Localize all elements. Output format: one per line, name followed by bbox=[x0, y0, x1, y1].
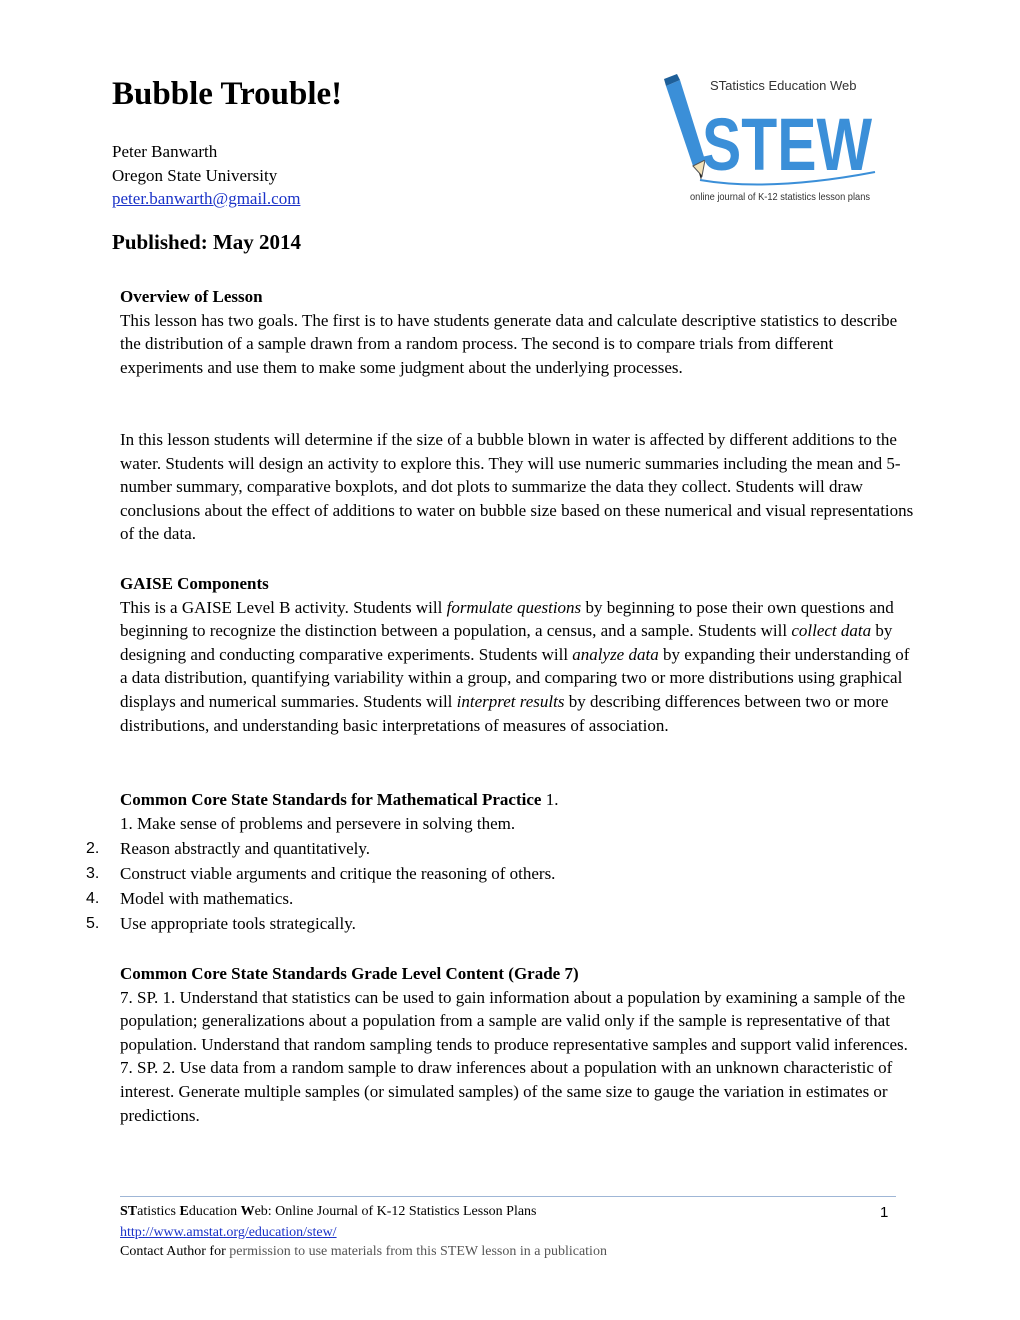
gaise-section bbox=[120, 572, 920, 737]
gaise-text: by describing differences between two or more distributions, and understanding basic interpretations of measures of association. bbox=[120, 691, 889, 735]
author-email-link[interactable]: peter.banwarth@gmail.com bbox=[112, 189, 301, 208]
list-item bbox=[86, 861, 886, 886]
content-sp1: 7. SP. 1. Understand that statistics can be used to gain information about a population by examining a sample of the population; generalizations about a population from a sample are valid only if the sample is representative of that population. Understand that random sampling tends to produce representative samples and support valid inferences. bbox=[120, 987, 908, 1054]
practice-heading-suffix: 1. bbox=[541, 790, 559, 809]
pencil-icon bbox=[664, 74, 705, 180]
author-affiliation: Oregon State University bbox=[112, 166, 278, 185]
list-item bbox=[86, 911, 886, 936]
list-number: 4. bbox=[86, 890, 100, 907]
gaise-text: This is a GAISE Level B activity. Students will bbox=[120, 597, 447, 617]
logo-tagline: online journal of K-12 statistics lesson plans bbox=[690, 191, 870, 203]
footer-journal bbox=[120, 1203, 537, 1221]
stew-logo bbox=[660, 72, 885, 207]
logo-word: STEW bbox=[702, 103, 873, 186]
gaise-heading: GAISE Components bbox=[120, 574, 269, 593]
overview-section bbox=[120, 285, 920, 379]
list-text: Construct viable arguments and critique the reasoning of others. bbox=[120, 864, 556, 883]
published-date: Published: May 2014 bbox=[112, 230, 302, 254]
practice-heading-line bbox=[120, 788, 920, 812]
overview-paragraph-1: This lesson has two goals. The first is to have students generate data and calculate descriptive statistics to describe the distribution of a sample drawn from a random process. The second is to compare trials from different experiments and use them to make some judgment about the underlying processes. bbox=[120, 310, 898, 377]
page-number: 1 bbox=[880, 1204, 889, 1221]
footer-divider bbox=[120, 1196, 896, 1197]
gaise-emphasis: collect data bbox=[791, 621, 872, 641]
list-item bbox=[86, 836, 886, 861]
practice-list bbox=[86, 811, 886, 936]
list-text: Use appropriate tools strategically. bbox=[120, 914, 356, 933]
list-number bbox=[86, 811, 120, 836]
footer-contact-text: permission to use materials from this STEW lesson in a publication bbox=[225, 1244, 607, 1259]
list-item bbox=[86, 811, 886, 836]
list-number: 2. bbox=[86, 840, 100, 857]
content-section bbox=[120, 962, 910, 1127]
footer-text: eb: Online Journal of K-12 Statistics Lesson Plans bbox=[254, 1204, 537, 1219]
content-heading: Common Core State Standards Grade Level Content (Grade 7) bbox=[120, 964, 579, 983]
overview-paragraph-2: In this lesson students will determine if the size of a bubble blown in water is affected by different additions to the water. Students will design an activity to explore this. They will use numeric summaries including the mean and 5-number summary, comparative boxplots, and dot plots to summarize the data they collect. Students will draw conclusions about the effect of additions to water on bubble size based on these numerical and visual representations of the data. bbox=[120, 430, 914, 544]
list-text: Model with mathematics. bbox=[120, 889, 294, 908]
gaise-emphasis: analyze data bbox=[572, 644, 659, 664]
gaise-emphasis: interpret results bbox=[456, 691, 565, 711]
footer-text: ducation bbox=[188, 1204, 241, 1219]
page-title: Bubble Trouble! bbox=[112, 76, 343, 112]
practice-heading: Common Core State Standards for Mathematical Practice bbox=[120, 790, 542, 809]
list-number: 3. bbox=[86, 865, 100, 882]
gaise-text: by expanding their understanding of a data distribution, quantifying variability within a group, and comparing two or more distributions using graphical displays and numerical summaries. Students will bbox=[120, 644, 910, 711]
list-text: 1. Make sense of problems and persevere in solving them. bbox=[120, 814, 516, 833]
gaise-emphasis: formulate questions bbox=[446, 597, 582, 617]
gaise-text: by designing and conducting comparative experiments. Students will bbox=[120, 621, 893, 664]
list-item bbox=[86, 886, 886, 911]
list-text: Reason abstractly and quantitatively. bbox=[120, 839, 371, 858]
footer-text: atistics bbox=[137, 1204, 180, 1219]
list-number: 5. bbox=[86, 915, 100, 932]
content-sp2: 7. SP. 2. Use data from a random sample to draw inferences about a population with an unknown characteristic of interest. Generate multiple samples (or simulated samples) of the same size to gauge the variation in estimates or predictions. bbox=[120, 1058, 893, 1125]
footer-contact-label: Contact Author for bbox=[120, 1244, 226, 1259]
gaise-paragraph bbox=[120, 596, 920, 738]
author-name: Peter Banwarth bbox=[112, 142, 218, 161]
footer-e: E bbox=[179, 1204, 189, 1219]
footer-w: W bbox=[240, 1204, 255, 1219]
footer-url-link[interactable]: http://www.amstat.org/education/stew/ bbox=[120, 1225, 337, 1240]
stew-logo-graphic bbox=[660, 72, 885, 207]
footer-contact bbox=[120, 1243, 607, 1261]
gaise-text: by beginning to pose their own questions and beginning to recognize the distinction between a population, a census, and a sample. Students will bbox=[120, 597, 894, 641]
overview-heading: Overview of Lesson bbox=[120, 287, 263, 306]
footer-st: ST bbox=[120, 1204, 138, 1219]
logo-top-text: STatistics Education Web bbox=[710, 78, 857, 93]
